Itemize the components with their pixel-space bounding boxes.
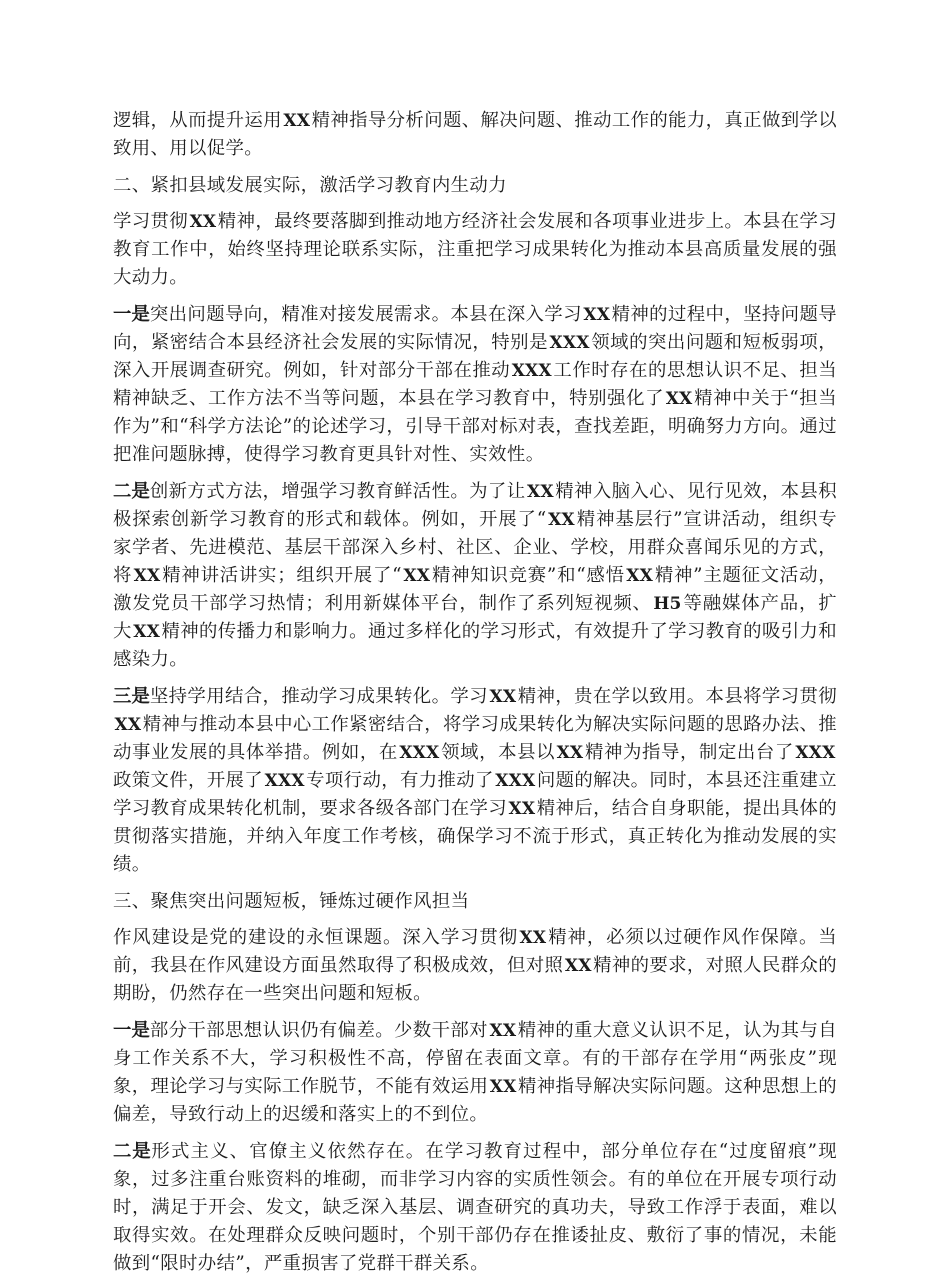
latin-token: XX: [527, 481, 554, 502]
latin-token: XX: [489, 1077, 517, 1098]
list-item-paragraph-2-1: [113, 301, 837, 470]
latin-token: XX: [133, 565, 161, 586]
section-heading-three: 三、聚焦突出问题短板，锤炼过硬作风担当: [113, 890, 470, 912]
paragraph-continuation: 逻辑，从而提升运用XX精神指导分析问题、解决问题、推动工作的能力，真正做到学以致用、用以促学。: [113, 110, 837, 160]
list-item-lead-label: 一是: [113, 303, 150, 325]
latin-token: XX: [583, 304, 611, 325]
document-body: [113, 107, 837, 1278]
list-item-paragraph-2-2: [113, 478, 837, 675]
list-item-body: 坚持学用结合，推动学习成果转化。学习XX精神，贵在学以致用。本县将学习贯彻XX精神与推动本县中心工作紧密结合，将学习成果转化为解决实际问题的思路办法、推动事业发展的具体举措。例如，在XXX领域，本县以XX精神为指导，制定出台了XXX政策文件，开展了XXX专项行动，有力推动了XXX问题的解决。同时，本县还注重建立学习教育成果转化机制，要求各级各部门在学习XX精神后，结合自身职能，提出具体的贯彻落实措施，并纳入年度工作考核，确保学习不流于形式，真正转化为推动发展的实绩。: [113, 685, 838, 876]
list-item-lead-label: 一是: [113, 1019, 150, 1041]
list-item-body: 部分干部思想认识仍有偏差。少数干部对XX精神的重大意义认识不足，认为其与自身工作关系不大，学习积极性不高，停留在表面文章。有的干部存在学用“两张皮”现象，理论学习与实际工作脱节，不能有效运用XX精神指导解决实际问题。这种思想上的偏差，导致行动上的迟缓和落实上的不到位。: [113, 1019, 838, 1126]
latin-token: XXX: [264, 771, 305, 792]
latin-token: XX: [564, 956, 592, 977]
list-item-paragraph-2-3: [113, 683, 837, 880]
list-item-paragraph-3-2: [113, 1138, 837, 1278]
section-heading-two: 二、紧扣县域发展实际，激活学习教育内生动力: [113, 174, 507, 196]
list-item-body: 创新方式方法，增强学习教育鲜活性。为了让XX精神入脑入心、见行见效，本县积极探索创新学习教育的形式和载体。例如，开展了“XX精神基层行”宣讲活动，组织专家学者、先进模范、基层干部深入乡村、社区、企业、学校，用群众喜闻乐见的方式，将XX精神讲活讲实；组织开展了“XX精神知识竞赛”和“感悟XX精神”主题征文活动，激发党员干部学习热情；利用新媒体平台，制作了系列短视频、H5等融媒体产品，扩大XX精神的传播力和影响力。通过多样化的学习形式，有效提升了学习教育的吸引力和感染力。: [113, 480, 837, 671]
list-item-lead-label: 二是: [113, 480, 150, 502]
latin-token: XX: [519, 928, 547, 949]
latin-token: XX: [189, 212, 217, 233]
list-item-body: 突出问题导向，精准对接发展需求。本县在深入学习XX精神的过程中，坚持问题导向，紧密结合本县经济社会发展的实际情况，特别是XXX领域的突出问题和短板弱项，深入开展调查研究。例如，针对部分干部在推动XXX工作时存在的思想认识不足、担当精神缺乏、工作方法不当等问题，本县在学习教育中，特别强化了XX精神中关于“担当作为”和“科学方法论”的论述学习，引导干部对标对表，查找差距，明确努力方向。通过把准问题脉搏，使得学习教育更具针对性、实效性。: [113, 303, 837, 466]
list-item-lead-label: 二是: [113, 1140, 152, 1162]
section-three-intro-paragraph: 作风建设是党的建设的永恒课题。深入学习贯彻XX精神，必须以过硬作风作保障。当前，我县在作风建设方面虽然取得了积极成效，但对照XX精神的要求，对照人民群众的期盼，仍然存在一些突出问题和短板。: [113, 927, 837, 1005]
list-item-paragraph-3-1: [113, 1017, 837, 1129]
latin-token: XX: [489, 1020, 517, 1041]
latin-token: XX: [283, 111, 311, 131]
latin-token: H5: [653, 594, 682, 615]
latin-token: XXX: [549, 332, 590, 353]
latin-token: XX: [665, 389, 693, 410]
latin-token: XX: [556, 742, 584, 763]
latin-token: XXX: [511, 360, 552, 381]
latin-token: XX: [403, 565, 431, 586]
list-item-body: 形式主义、官僚主义依然存在。在学习教育过程中，部分单位存在“过度留痕”现象，过多注重台账资料的堆砌，而非学习内容的实质性领会。有的单位在开展专项行动时，满足于开会、发文，缺乏深入基层、调查研究的真功夫，导致工作浮于表面，难以取得实效。在处理群众反映问题时，个别干部仍存在推诿扯皮、敷衍了事的情况，未能做到“限时办结”，严重损害了党群干群关系。: [113, 1140, 837, 1275]
latin-token: XXX: [399, 742, 440, 763]
latin-token: XX: [489, 686, 517, 707]
latin-token: XXX: [795, 742, 836, 763]
latin-token: XX: [114, 714, 142, 735]
section-two-intro-paragraph: 学习贯彻XX精神，最终要落脚到推动地方经济社会发展和各项事业进步上。本县在学习教育工作中，始终坚持理论联系实际，注重把学习成果转化为推动本县高质量发展的强大动力。: [113, 211, 837, 289]
list-item-lead-label: 三是: [113, 685, 150, 707]
latin-token: XXX: [495, 771, 536, 792]
latin-token: XX: [133, 622, 160, 643]
latin-token: XX: [548, 509, 575, 530]
latin-token: XX: [508, 799, 536, 820]
latin-token: XX: [626, 565, 653, 586]
